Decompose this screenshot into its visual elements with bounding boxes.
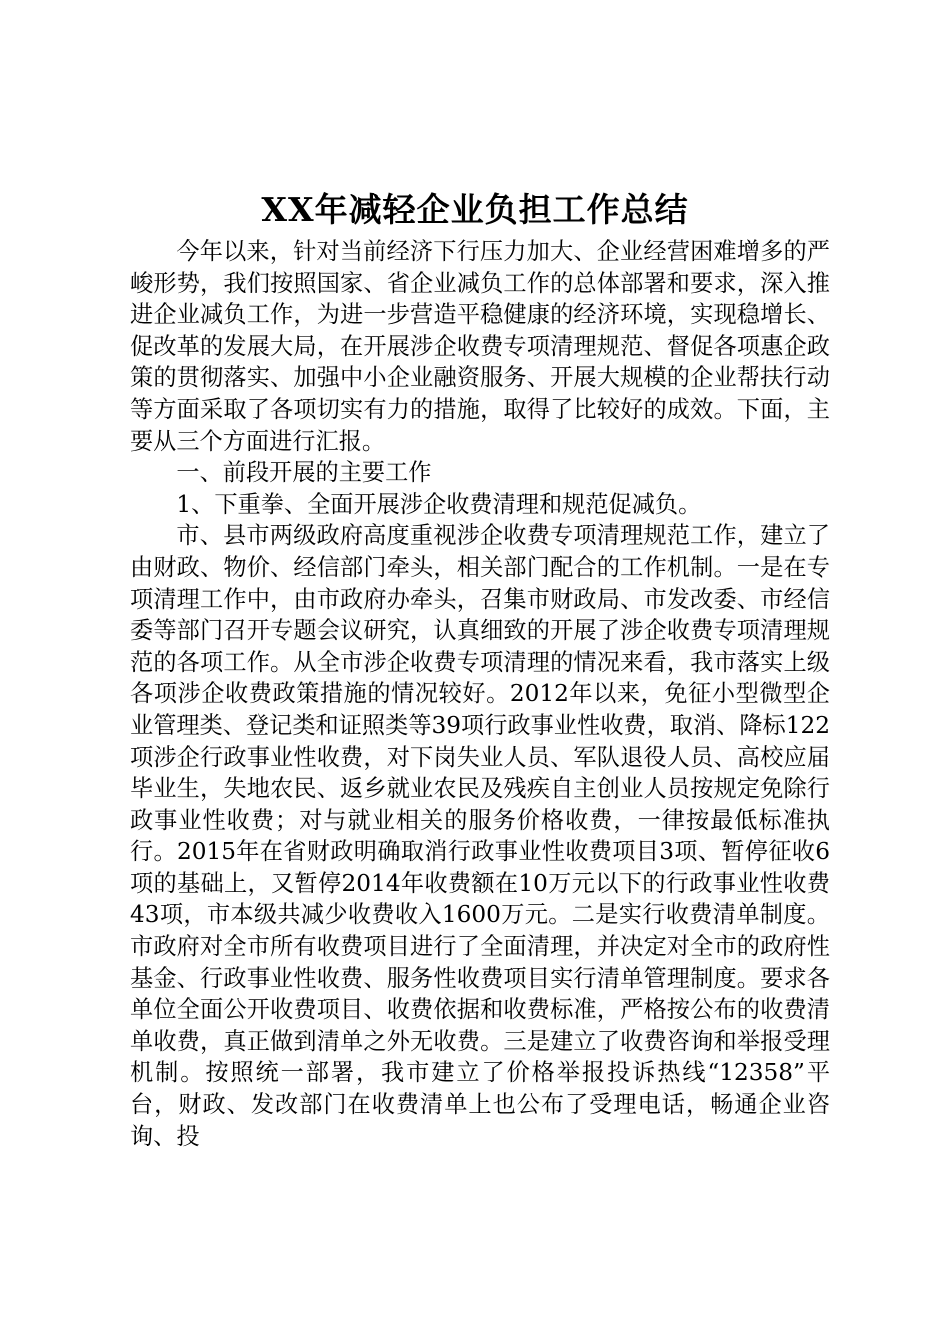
document-body [130, 236, 830, 1152]
document-title: XX年减轻企业负担工作总结 [261, 190, 689, 229]
section-heading: 一、前段开展的主要工作 [176, 459, 432, 487]
paragraph-intro: 今年以来，针对当前经济下行压力加大、企业经营困难增多的严峻形势，我们按照国家、省企业减负工作的总体部署和要求，深入推进企业减负工作，为进一步营造平稳健康的经济环境，实现稳增长、促改革的发展大局，在开展涉企收费专项清理规范、督促各项惠企政策的贯彻落实、加强中小企业融资服务、开展大规模的企业帮扶行动等方面采取了各项切实有力的措施，取得了比较好的成效。下面，主要从三个方面进行汇报。 [130, 238, 830, 455]
paragraph-body: 市、县市两级政府高度重视涉企收费专项清理规范工作，建立了由财政、物价、经信部门牵头，相关部门配合的工作机制。一是在专项清理工作中，由市政府办牵头，召集市财政局、市发改委、市经信委等部门召开专题会议研究，认真细致的开展了涉企收费专项清理规范的各项工作。从全市涉企收费专项清理的情况来看，我市落实上级各项涉企收费政策措施的情况较好。2012年以来，免征小型微型企业管理类、登记类和证照类等39项行政事业性收费，取消、降标122项涉企行政事业性收费，对下岗失业人员、军队退役人员、高校应届毕业生，失地农民、返乡就业农民及残疾自主创业人员按规定免除行政事业性收费；对与就业相关的服务价格收费，一律按最低标准执行。2015年在省财政明确取消行政事业性收费项目3项、暂停征收6项的基础上，又暂停2014年收费额在10万元以下的行政事业性收费43项，市本级共减少收费收入1600万元。二是实行收费清单制度。市政府对全市所有收费项目进行了全面清理，并决定对全市的政府性基金、行政事业性收费、服务性收费项目实行清单管理制度。要求各单位全面公开收费项目、收费依据和收费标准，严格按公布的收费清单收费，真正做到清单之外无收费。三是建立了收费咨询和举报受理机制。按照统一部署，我市建立了价格举报投诉热线“12358”平台，财政、发改部门在收费清单上也公布了受理电话，畅通企业咨询、投 [130, 522, 830, 1150]
subsection-heading: 1、下重拳、全面开展涉企收费清理和规范促减负。 [176, 490, 702, 518]
